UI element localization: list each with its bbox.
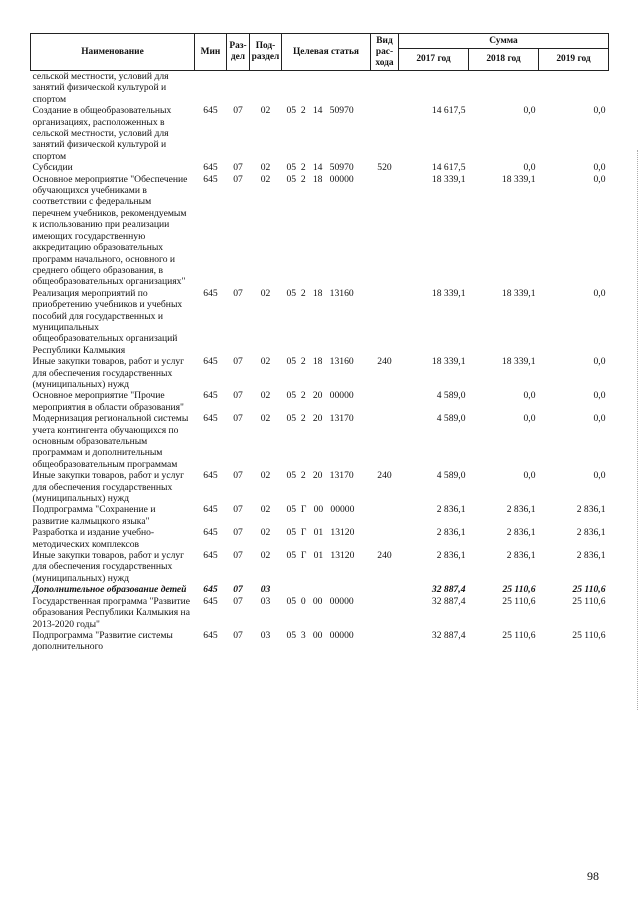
row-target-article: 05 2 14 50970 bbox=[286, 105, 354, 117]
row-section: 07 bbox=[233, 595, 243, 607]
header-year-2017: 2017 год bbox=[399, 49, 469, 71]
row-ministry: 645 bbox=[203, 390, 218, 402]
row-sum-2018 bbox=[469, 71, 539, 106]
row-name: Субсидии bbox=[32, 162, 73, 174]
row-sum-2017: 18 339,1 bbox=[431, 356, 466, 368]
row-expense-type bbox=[371, 105, 399, 162]
row-sum-2019: 0,0 bbox=[593, 413, 606, 425]
table-row bbox=[31, 413, 609, 470]
row-subsection: 03 bbox=[260, 584, 271, 596]
row-name: Основное мероприятие "Обеспечение обучающихся учебниками в соответствии с федеральным перечнем учебников, рекомендуемым к использованию при реализации имеющих государственную аккредитацию образовательных программ начального, основного и среднего общего образования, в общеобразовательных организациях" bbox=[32, 173, 188, 288]
row-section: 07 bbox=[233, 629, 243, 641]
row-sum-2019: 25 110,6 bbox=[572, 629, 606, 641]
table-row bbox=[31, 550, 609, 584]
table-row bbox=[31, 288, 609, 356]
row-sum-2019: 0,0 bbox=[593, 162, 606, 174]
row-name: сельской местности, условий для занятий физической культурой и спортом bbox=[32, 71, 169, 105]
row-sum-2018: 0,0 bbox=[523, 413, 536, 425]
row-expense-type bbox=[371, 584, 399, 595]
page-number: 98 bbox=[587, 869, 599, 883]
row-name: Модернизация региональной системы учета контингента обучающихся по основным образовательным программам и дополнительным общеобразовательным программам bbox=[32, 413, 189, 470]
table-row bbox=[31, 71, 609, 106]
row-sum-2018: 2 836,1 bbox=[506, 504, 536, 516]
row-sum-2018: 25 110,6 bbox=[502, 629, 536, 641]
row-sum-2018: 18 339,1 bbox=[501, 356, 536, 368]
row-expense-type bbox=[371, 413, 399, 470]
row-ministry: 645 bbox=[203, 595, 218, 607]
row-sum-2019: 0,0 bbox=[593, 287, 606, 299]
table-row bbox=[31, 162, 609, 173]
row-section: 07 bbox=[233, 356, 243, 368]
row-ministry: 645 bbox=[203, 584, 218, 596]
header-razdel: Раз-дел bbox=[227, 34, 250, 71]
row-sum-2019: 2 836,1 bbox=[576, 527, 606, 539]
row-sum-2017: 2 836,1 bbox=[436, 550, 466, 562]
row-target-article: 05 2 18 13160 bbox=[286, 287, 354, 299]
row-sum-2018: 2 836,1 bbox=[506, 527, 536, 539]
row-expense-type bbox=[371, 71, 399, 106]
row-section: 07 bbox=[233, 287, 243, 299]
table-row bbox=[31, 527, 609, 550]
row-name: Иные закупки товаров, работ и услуг для обеспечения государственных (муниципальных) нужд bbox=[32, 550, 185, 584]
row-sum-2019: 25 110,6 bbox=[572, 595, 606, 607]
row-ministry: 645 bbox=[203, 413, 218, 425]
row-subsection: 02 bbox=[260, 173, 271, 185]
row-subsection: 02 bbox=[260, 287, 271, 299]
row-ministry: 645 bbox=[203, 162, 218, 174]
row-sum-2019 bbox=[539, 71, 609, 106]
row-ministry: 645 bbox=[203, 173, 218, 185]
row-subsection: 02 bbox=[260, 390, 271, 402]
row-name: Подпрограмма "Сохранение и развитие калмыцкого языка" bbox=[32, 504, 156, 527]
row-section: 07 bbox=[233, 504, 243, 516]
header-year-2019: 2019 год bbox=[539, 49, 609, 71]
row-target-article: 05 Г 01 13120 bbox=[286, 550, 355, 562]
header-year-2018: 2018 год bbox=[469, 49, 539, 71]
header-name: Наименование bbox=[31, 34, 195, 71]
row-ministry: 645 bbox=[203, 287, 218, 299]
row-section: 07 bbox=[233, 527, 243, 539]
row-subsection: 02 bbox=[260, 356, 271, 368]
row-section: 07 bbox=[233, 162, 243, 174]
row-sum-2018: 18 339,1 bbox=[501, 287, 536, 299]
row-sum-2019: 2 836,1 bbox=[576, 550, 606, 562]
row-subsection: 03 bbox=[260, 595, 271, 607]
row-sum-2017: 32 887,4 bbox=[431, 595, 466, 607]
row-name: Создание в общеобразовательных организациях, расположенных в сельской местности, условий для занятий физической культурой и спортом bbox=[32, 105, 172, 162]
row-ministry: 645 bbox=[203, 105, 218, 117]
row-expense-type: 240 bbox=[377, 550, 392, 562]
row-sum-2017: 14 617,5 bbox=[431, 105, 466, 117]
row-sum-2017: 4 589,0 bbox=[436, 470, 466, 482]
row-ministry: 645 bbox=[203, 470, 218, 482]
row-target-article: 05 Г 01 13120 bbox=[286, 527, 355, 539]
row-sum-2019: 0,0 bbox=[593, 105, 606, 117]
header-target-article: Целевая статья bbox=[282, 34, 371, 71]
row-name: Разработка и издание учебно-методических комплексов bbox=[32, 527, 155, 550]
row-target-article: 05 3 00 00000 bbox=[286, 629, 354, 641]
row-sum-2019: 2 836,1 bbox=[576, 504, 606, 516]
row-target-article: 05 2 20 00000 bbox=[286, 390, 354, 402]
row-sum-2017: 4 589,0 bbox=[436, 390, 466, 402]
row-sum-2019: 0,0 bbox=[593, 356, 606, 368]
row-sum-2017: 18 339,1 bbox=[431, 287, 466, 299]
row-expense-type bbox=[371, 504, 399, 527]
table-row bbox=[31, 105, 609, 162]
row-subsection: 02 bbox=[260, 413, 271, 425]
row-name: Дополнительное образование детей bbox=[32, 584, 187, 596]
row-section: 07 bbox=[233, 584, 243, 596]
row-expense-type bbox=[371, 527, 399, 550]
table-row bbox=[31, 584, 609, 595]
header-sum: Сумма bbox=[399, 34, 609, 49]
table-row bbox=[31, 504, 609, 527]
table-row bbox=[31, 174, 609, 288]
row-subsection: 02 bbox=[260, 504, 271, 516]
row-name: Подпрограмма "Развитие системы дополнительного bbox=[32, 629, 173, 653]
row-sum-2018: 0,0 bbox=[523, 162, 536, 174]
row-sum-2019: 0,0 bbox=[593, 390, 606, 402]
row-ministry bbox=[195, 71, 227, 106]
row-sum-2018: 25 110,6 bbox=[502, 584, 536, 596]
row-target-article: 05 2 14 50970 bbox=[286, 162, 354, 174]
row-sum-2019: 0,0 bbox=[593, 470, 606, 482]
row-section: 07 bbox=[233, 173, 243, 185]
row-target-article: 05 0 00 00000 bbox=[286, 595, 354, 607]
row-expense-type bbox=[371, 288, 399, 356]
row-subsection: 02 bbox=[260, 105, 271, 117]
row-sum-2018: 2 836,1 bbox=[506, 550, 536, 562]
row-target-article: 05 2 20 13170 bbox=[286, 470, 354, 482]
header-expense-type: Вид рас-хода bbox=[371, 34, 399, 71]
header-podrazdel: Под-раздел bbox=[250, 34, 282, 71]
row-name: Реализация мероприятий по приобретению учебников и учебных пособий для государственных и муниципальных общеобразовательных организаций Республики Калмыкия bbox=[32, 287, 183, 356]
row-sum-2018: 18 339,1 bbox=[501, 173, 536, 185]
row-expense-type bbox=[371, 390, 399, 413]
row-ministry: 645 bbox=[203, 504, 218, 516]
row-sum-2018: 0,0 bbox=[523, 390, 536, 402]
row-section: 07 bbox=[233, 413, 243, 425]
row-ministry: 645 bbox=[203, 629, 218, 641]
row-section: 07 bbox=[233, 470, 243, 482]
row-sum-2017: 2 836,1 bbox=[436, 504, 466, 516]
row-subsection bbox=[250, 71, 282, 106]
row-target-article: 05 Г 00 00000 bbox=[286, 504, 355, 516]
row-expense-type: 240 bbox=[377, 356, 392, 368]
budget-table-sheet bbox=[30, 33, 608, 653]
table-row bbox=[31, 470, 609, 504]
row-subsection: 02 bbox=[260, 527, 271, 539]
row-subsection: 02 bbox=[260, 550, 271, 562]
row-sum-2017: 18 339,1 bbox=[431, 173, 466, 185]
row-name: Государственная программа "Развитие образования Республики Калмыкия на 2013-2020 годы" bbox=[32, 595, 191, 630]
table-row bbox=[31, 596, 609, 630]
row-target-article: 05 2 18 13160 bbox=[286, 356, 354, 368]
row-expense-type: 240 bbox=[377, 470, 392, 482]
row-target-article bbox=[282, 71, 371, 106]
row-target-article bbox=[282, 584, 371, 595]
row-expense-type bbox=[371, 630, 399, 653]
row-subsection: 02 bbox=[260, 470, 271, 482]
row-sum-2017: 32 887,4 bbox=[431, 629, 466, 641]
row-expense-type bbox=[371, 174, 399, 288]
row-section: 07 bbox=[233, 390, 243, 402]
row-section: 07 bbox=[233, 105, 243, 117]
row-target-article: 05 2 18 00000 bbox=[286, 173, 354, 185]
row-sum-2017: 32 887,4 bbox=[431, 584, 466, 596]
row-name: Иные закупки товаров, работ и услуг для обеспечения государственных (муниципальных) нужд bbox=[32, 356, 185, 390]
row-target-article: 05 2 20 13170 bbox=[286, 413, 354, 425]
row-sum-2017: 4 589,0 bbox=[436, 413, 466, 425]
row-section bbox=[227, 71, 250, 106]
row-sum-2017: 14 617,5 bbox=[431, 162, 466, 174]
row-ministry: 645 bbox=[203, 550, 218, 562]
row-sum-2017 bbox=[399, 71, 469, 106]
row-sum-2019: 25 110,6 bbox=[572, 584, 606, 596]
table-body bbox=[31, 71, 609, 653]
budget-table bbox=[30, 33, 609, 653]
row-sum-2018: 0,0 bbox=[523, 105, 536, 117]
table-row bbox=[31, 356, 609, 390]
row-subsection: 02 bbox=[260, 162, 271, 174]
row-sum-2017: 2 836,1 bbox=[436, 527, 466, 539]
table-row bbox=[31, 390, 609, 413]
row-sum-2019: 0,0 bbox=[593, 173, 606, 185]
row-name: Основное мероприятие "Прочие мероприятия в области образования" bbox=[32, 390, 184, 413]
header-min: Мин bbox=[195, 34, 227, 71]
row-name: Иные закупки товаров, работ и услуг для обеспечения государственных (муниципальных) нужд bbox=[32, 470, 185, 505]
row-expense-type: 520 bbox=[377, 162, 392, 174]
row-sum-2018: 25 110,6 bbox=[502, 595, 536, 607]
row-sum-2018: 0,0 bbox=[523, 470, 536, 482]
table-row bbox=[31, 630, 609, 653]
row-expense-type bbox=[371, 596, 399, 630]
row-subsection: 03 bbox=[260, 629, 271, 641]
row-section: 07 bbox=[233, 550, 243, 562]
row-ministry: 645 bbox=[203, 527, 218, 539]
row-ministry: 645 bbox=[203, 356, 218, 368]
